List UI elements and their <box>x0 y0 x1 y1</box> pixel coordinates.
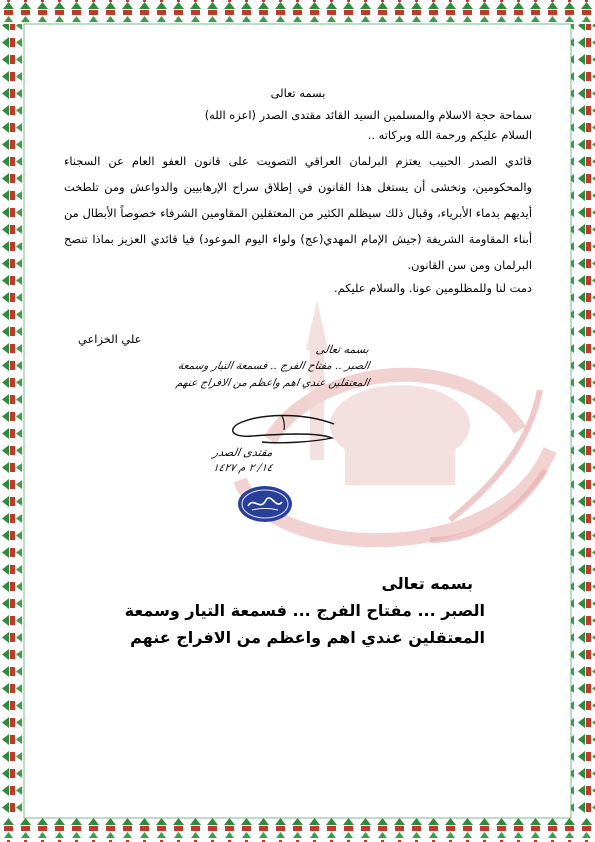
transcript-line-1: الصبر ... مفتاح الفرج ... فسمعة التيار وسمعة <box>124 601 485 620</box>
transcript-line-2: المعتقلين عندي اهم واعظم من الافراج عنهم <box>130 628 485 647</box>
letter-basmala: بسمه تعالى <box>270 86 326 100</box>
letter-greeting: السلام عليكم ورحمة الله وبركاته .. <box>367 128 532 142</box>
signature-flourish <box>222 410 342 450</box>
handwritten-basmala: بسمه تعالى <box>314 343 371 356</box>
handwritten-line-1: الصبر .. مفتاح الفرج .. فسمعة التيار وسمعة <box>176 360 371 372</box>
letter-salutation: سماحة حجة الاسلام والمسلمين السيد القائد مقتدى الصدر (اعزه الله) <box>204 108 532 122</box>
typed-transcript <box>105 570 485 651</box>
handwritten-line-2: المعتقلين عندي اهم واعظم من الافراج عنهم <box>174 377 371 389</box>
letter-author: علي الخزاعي <box>78 332 142 346</box>
letter-closing: دمت لنا وللمظلومين عونا. والسلام عليكم. <box>334 281 532 295</box>
transcript-basmala: بسمه تعالى <box>381 574 473 593</box>
signature-date: ١٤/ ٢ م ١٤٢٧ <box>212 462 275 474</box>
official-seal <box>236 484 294 524</box>
typed-letter <box>64 86 532 298</box>
letter-body: قائدي الصدر الحبيب يعتزم البرلمان العراقي التصويت على قانون العفو العام عن السجناء والمحكومين، ونخشى أن يستغل هذا القانون في إطلاق سراح الإرهابيين والدواعش ومن تلطخت أيديهم بدماء الأبرياء، وقبال ذلك سيظلم الكثير من المعتقلين المقاومين الشرفاء خصوصاً الأبطال من أبناء المقاومة الشريفة (جيش الإمام المهدي(عج) ولواء اليوم الموعود) فيا قائدي العزيز بماذا تنصح البرلمان ومن سن القانون. <box>64 154 532 272</box>
signature-name: مقتدى الصدر <box>212 446 275 459</box>
